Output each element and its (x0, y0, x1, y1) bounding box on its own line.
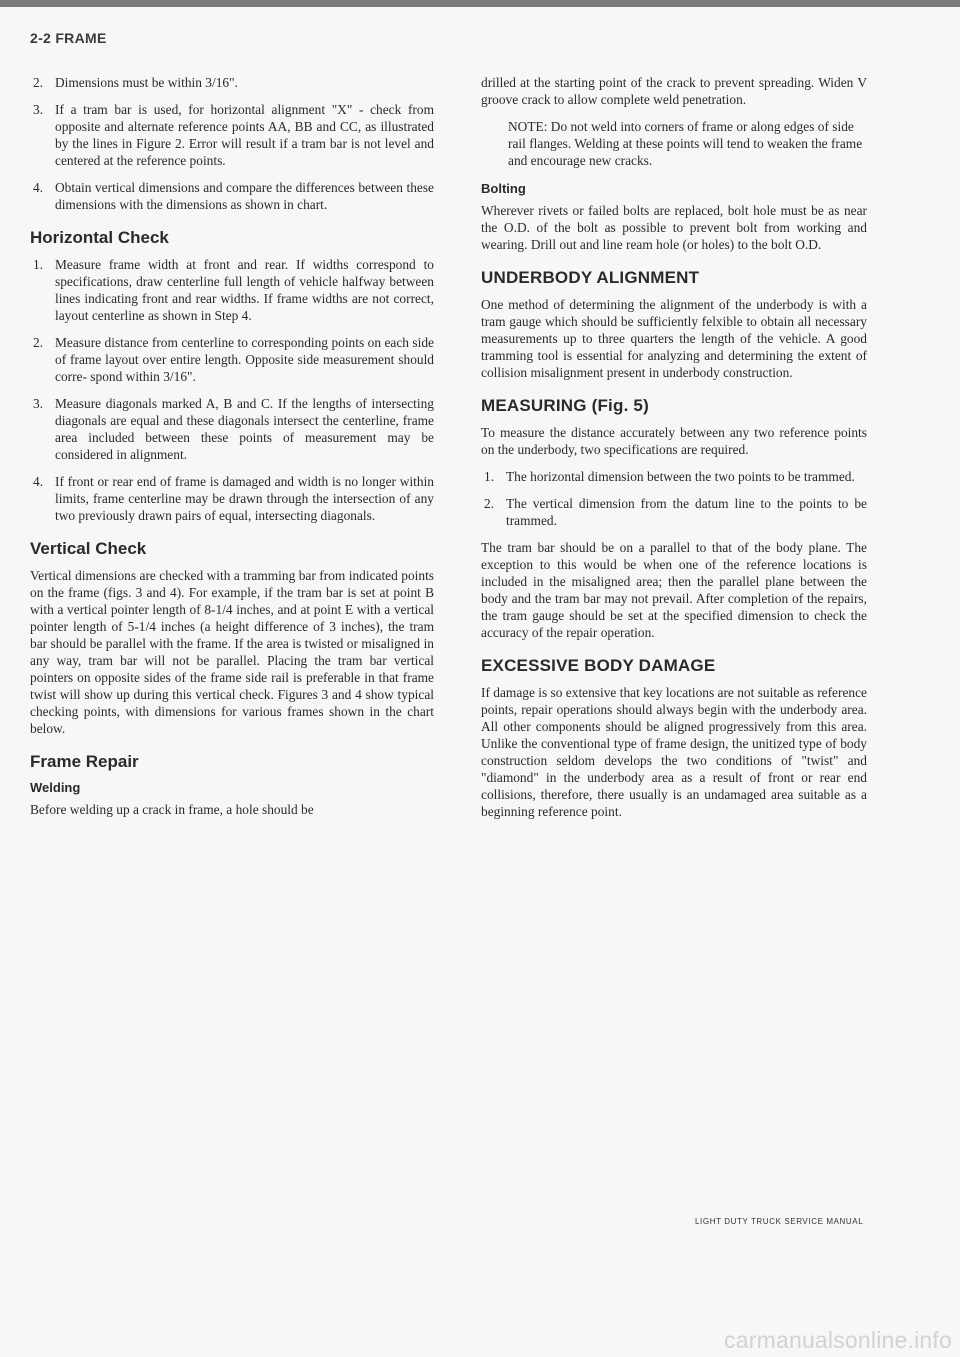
list-number: 4. (33, 180, 44, 195)
subheading-welding: Welding (30, 780, 81, 795)
welding-continued-paragraph: drilled at the starting point of the crack to prevent spreading. Widen V groove crack to allow complete weld penetration. (481, 75, 867, 107)
page-footer: LIGHT DUTY TRUCK SERVICE MANUAL (695, 1217, 864, 1226)
list-text: If front or rear end of frame is damaged and width is no longer within limits, frame centerline may be drawn through the intersection of any two previously drawn pairs of equal, intersecting diagonals. (55, 474, 434, 523)
list-item (30, 334, 434, 385)
tram-bar-paragraph: The tram bar should be on a parallel to that of the body plane. The exception to this would be when one of the reference locations is included in the misaligned area; then the parallel plane between the body and the tram bar may not prevail. After completion of the repairs, the tram gauge should be set at the specified dimension to check the accuracy of the repair operation. (481, 540, 867, 640)
vertical-check-paragraph: Vertical dimensions are checked with a tramming bar from indicated points on the frame (figs. 3 and 4). For example, if the tram bar is set at point B with a vertical pointer length of 8-1/4 inches, and at point E with a vertical pointer length of 5-1/4 inches (a height difference of 3 inches), the tram bar should be parallel with the frame. If the area is twisted or misaligned in any way, tram bar will not be parallel. Placing the tram bar vertical pointers on opposite sides of the frame side rail is preferable in that frame twist will show up during this vertical check. Figures 3 and 4 show typical checking points, with dimensions for various frames shown in the chart below. (30, 568, 434, 736)
section-heading-excessive-body-damage: EXCESSIVE BODY DAMAGE (481, 656, 716, 675)
left-column (30, 74, 434, 828)
underbody-paragraph: One method of determining the alignment of the underbody is with a tram gauge which should be sufficiently felxible to obtain all necessary measurements up to three quarters the length of the vehicle. A good tramming tool is essential for analyzing and determining the extent of collision misalignment present in underbody construction. (481, 297, 867, 380)
page-header: 2-2 FRAME (30, 30, 107, 46)
list-item (481, 468, 867, 485)
section-heading-frame-repair: Frame Repair (30, 752, 139, 771)
list-item (30, 473, 434, 524)
measuring-paragraph: To measure the distance accurately between any two reference points on the underbody, two specifications are required. (481, 425, 867, 457)
list-item (30, 395, 434, 463)
list-number: 2. (33, 335, 44, 350)
list-text: Measure frame width at front and rear. If widths correspond to specifications, draw centerline full length of vehicle halfway between lines indicating front and rear widths. If frame widths are not correct, layout centerline as shown in Step 4. (55, 257, 434, 323)
list-text: The vertical dimension from the datum line to the points to be trammed. (506, 496, 867, 528)
page-top-border (0, 0, 960, 7)
list-text: Dimensions must be within 3/16". (55, 75, 238, 90)
right-column (481, 74, 867, 830)
list-item (30, 179, 434, 213)
list-number: 3. (33, 102, 44, 117)
list-text: If a tram bar is used, for horizontal alignment "X" - check from opposite and alternate reference points AA, BB and CC, as illustrated by the lines in Figure 2. Error will result if a tram bar is not level and centered at the reference points. (55, 102, 434, 168)
excessive-damage-paragraph: If damage is so extensive that key locations are not suitable as reference points, repair operations should always begin with the underbody area. All other components should be aligned progressively from this area. Unlike the conventional type of frame design, the unitized type of body construction seldom develops the two conditions of "twist" and "diamond" in the underbody area as a result of front or rear end collisions, therefore, there usually is an undamaged area suitable as a beginning reference point. (481, 685, 867, 819)
list-number: 3. (33, 396, 44, 411)
list-number: 1. (33, 257, 44, 272)
list-item (30, 74, 434, 91)
list-item (481, 495, 867, 529)
list-text: Measure diagonals marked A, B and C. If the lengths of intersecting diagonals are equal and these diagonals intersect the centerline, frame area included between these points of measurement may be considered in alignment. (55, 396, 434, 462)
section-heading-underbody-alignment: UNDERBODY ALIGNMENT (481, 268, 700, 287)
list-text: The horizontal dimension between the two points to be trammed. (506, 469, 855, 484)
list-number: 2. (484, 496, 495, 511)
welding-note: NOTE: Do not weld into corners of frame or along edges of side rail flanges. Welding at these points will tend to weaken the frame and encourage new cracks. (508, 119, 863, 168)
section-heading-vertical-check: Vertical Check (30, 539, 147, 558)
section-heading-horizontal-check: Horizontal Check (30, 228, 169, 247)
watermark: carmanualsonline.info (724, 1327, 952, 1353)
bolting-paragraph: Wherever rivets or failed bolts are replaced, bolt hole must be as near the O.D. of the bolt as possible to prevent bolt from working and wearing. Drill out and line ream hole (or holes) to the bolt O.D. (481, 203, 867, 252)
list-text: Obtain vertical dimensions and compare the differences between these dimensions with the dimensions as shown in chart. (55, 180, 434, 212)
list-text: Measure distance from centerline to corresponding points on each side of frame layout over entire length. Opposite side measurement should corre- spond within 3/16". (55, 335, 434, 384)
section-heading-measuring: MEASURING (Fig. 5) (481, 396, 649, 415)
list-number: 2. (33, 75, 44, 90)
welding-paragraph: Before welding up a crack in frame, a hole should be (30, 802, 314, 817)
list-item (30, 256, 434, 324)
list-number: 4. (33, 474, 44, 489)
list-number: 1. (484, 469, 495, 484)
list-item (30, 101, 434, 169)
subheading-bolting: Bolting (481, 181, 526, 196)
